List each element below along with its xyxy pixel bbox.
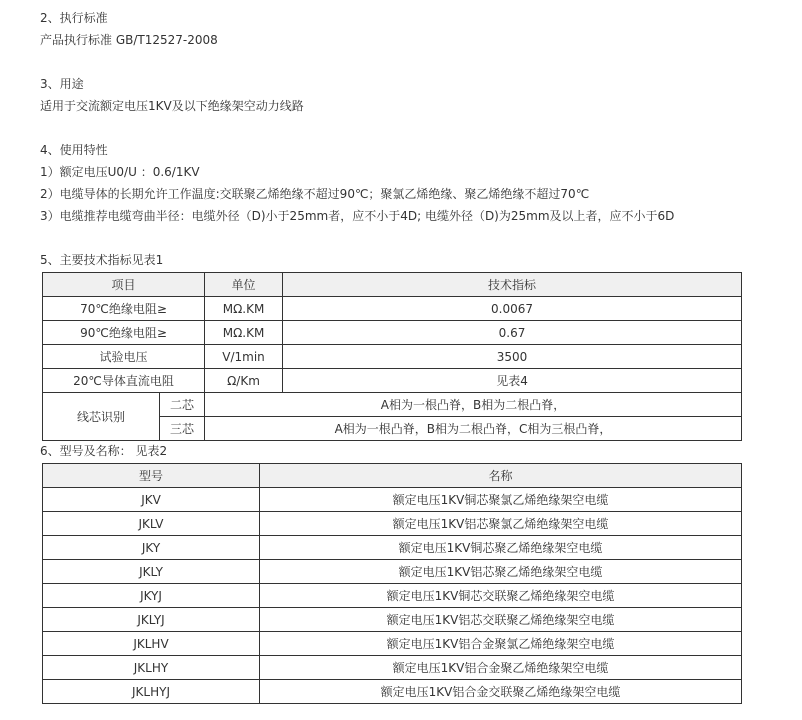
table-row [43, 656, 742, 680]
cell-two-core-value: A相为一根凸脊，B相为二根凸脊， [205, 393, 742, 417]
cell-model: JKLHY [43, 656, 260, 680]
cell-item: 试验电压 [43, 345, 205, 369]
table-row [43, 680, 742, 704]
section-4-heading: 4、使用特性 [40, 143, 108, 157]
header-name: 名称 [260, 464, 742, 488]
cell-three-core-label: 三芯 [160, 417, 205, 441]
table-row [43, 632, 742, 656]
cell-spec: 见表4 [283, 369, 742, 393]
cell-model: JKV [43, 488, 260, 512]
cell-name: 额定电压1KV铝合金聚乙烯绝缘架空电缆 [260, 656, 742, 680]
section-4-item: 1）额定电压U0/U ：0.6/1KV [40, 165, 200, 179]
model-name-table [42, 463, 742, 704]
header-item: 项目 [43, 273, 205, 297]
table-row [43, 608, 742, 632]
cell-unit: MΩ.KM [205, 321, 283, 345]
cell-name: 额定电压1KV铜芯聚氯乙烯绝缘架空电缆 [260, 488, 742, 512]
cell-item: 70℃绝缘电阻≥ [43, 297, 205, 321]
table-row [43, 369, 742, 393]
cell-unit: Ω/Km [205, 369, 283, 393]
cell-two-core-label: 二芯 [160, 393, 205, 417]
table-row [43, 297, 742, 321]
section-2-text: 产品执行标准 GB/T12527-2008 [40, 33, 218, 47]
header-unit: 单位 [205, 273, 283, 297]
cell-model: JKLHV [43, 632, 260, 656]
cell-unit: MΩ.KM [205, 297, 283, 321]
table-row [43, 321, 742, 345]
cell-item: 20℃导体直流电阻 [43, 369, 205, 393]
cell-name: 额定电压1KV铜芯聚乙烯绝缘架空电缆 [260, 536, 742, 560]
technical-specs-table [42, 272, 742, 441]
header-model: 型号 [43, 464, 260, 488]
section-3-text: 适用于交流额定电压1KV及以下绝缘架空动力线路 [40, 99, 304, 113]
section-5-heading: 5、主要技术指标见表1 [40, 253, 164, 267]
cell-name: 额定电压1KV铝合金交联聚乙烯绝缘架空电缆 [260, 680, 742, 704]
cell-spec: 3500 [283, 345, 742, 369]
cell-spec: 0.67 [283, 321, 742, 345]
cell-unit: V/1min [205, 345, 283, 369]
header-spec: 技术指标 [283, 273, 742, 297]
section-3-heading: 3、用途 [40, 77, 84, 91]
table-row [43, 536, 742, 560]
table-row [43, 488, 742, 512]
section-6-heading: 6、型号及名称： 见表2 [40, 444, 168, 458]
cell-name: 额定电压1KV铝芯交联聚乙烯绝缘架空电缆 [260, 608, 742, 632]
table-row [43, 393, 742, 417]
cell-model: JKLV [43, 512, 260, 536]
section-4-item: 2）电缆导体的长期允许工作温度:交联聚乙烯绝缘不超过90℃；聚氯乙烯绝缘、聚乙烯绝缘不超过70℃ [40, 187, 590, 201]
cell-spec: 0.0067 [283, 297, 742, 321]
table-row [43, 512, 742, 536]
section-2-heading: 2、执行标准 [40, 11, 108, 25]
table-header-row [43, 464, 742, 488]
table-row [43, 560, 742, 584]
cell-item: 90℃绝缘电阻≥ [43, 321, 205, 345]
cell-model: JKLY [43, 560, 260, 584]
section-4-item: 3）电缆推荐电缆弯曲半径：电缆外径（D)小于25mm者，应不小于4D; 电缆外径（D)为25mm及以上者，应不小于6D [40, 209, 675, 223]
cell-model: JKLHYJ [43, 680, 260, 704]
table-row [43, 584, 742, 608]
cell-model: JKY [43, 536, 260, 560]
cell-model: JKLYJ [43, 608, 260, 632]
cell-three-core-value: A相为一根凸脊，B相为二根凸脊，C相为三根凸脊， [205, 417, 742, 441]
cell-name: 额定电压1KV铜芯交联聚乙烯绝缘架空电缆 [260, 584, 742, 608]
table-header-row [43, 273, 742, 297]
cell-name: 额定电压1KV铝芯聚乙烯绝缘架空电缆 [260, 560, 742, 584]
cell-name: 额定电压1KV铝芯聚氯乙烯绝缘架空电缆 [260, 512, 742, 536]
cell-core-id-label: 线芯识别 [43, 393, 160, 441]
table-row [43, 345, 742, 369]
cell-model: JKYJ [43, 584, 260, 608]
cell-name: 额定电压1KV铝合金聚氯乙烯绝缘架空电缆 [260, 632, 742, 656]
